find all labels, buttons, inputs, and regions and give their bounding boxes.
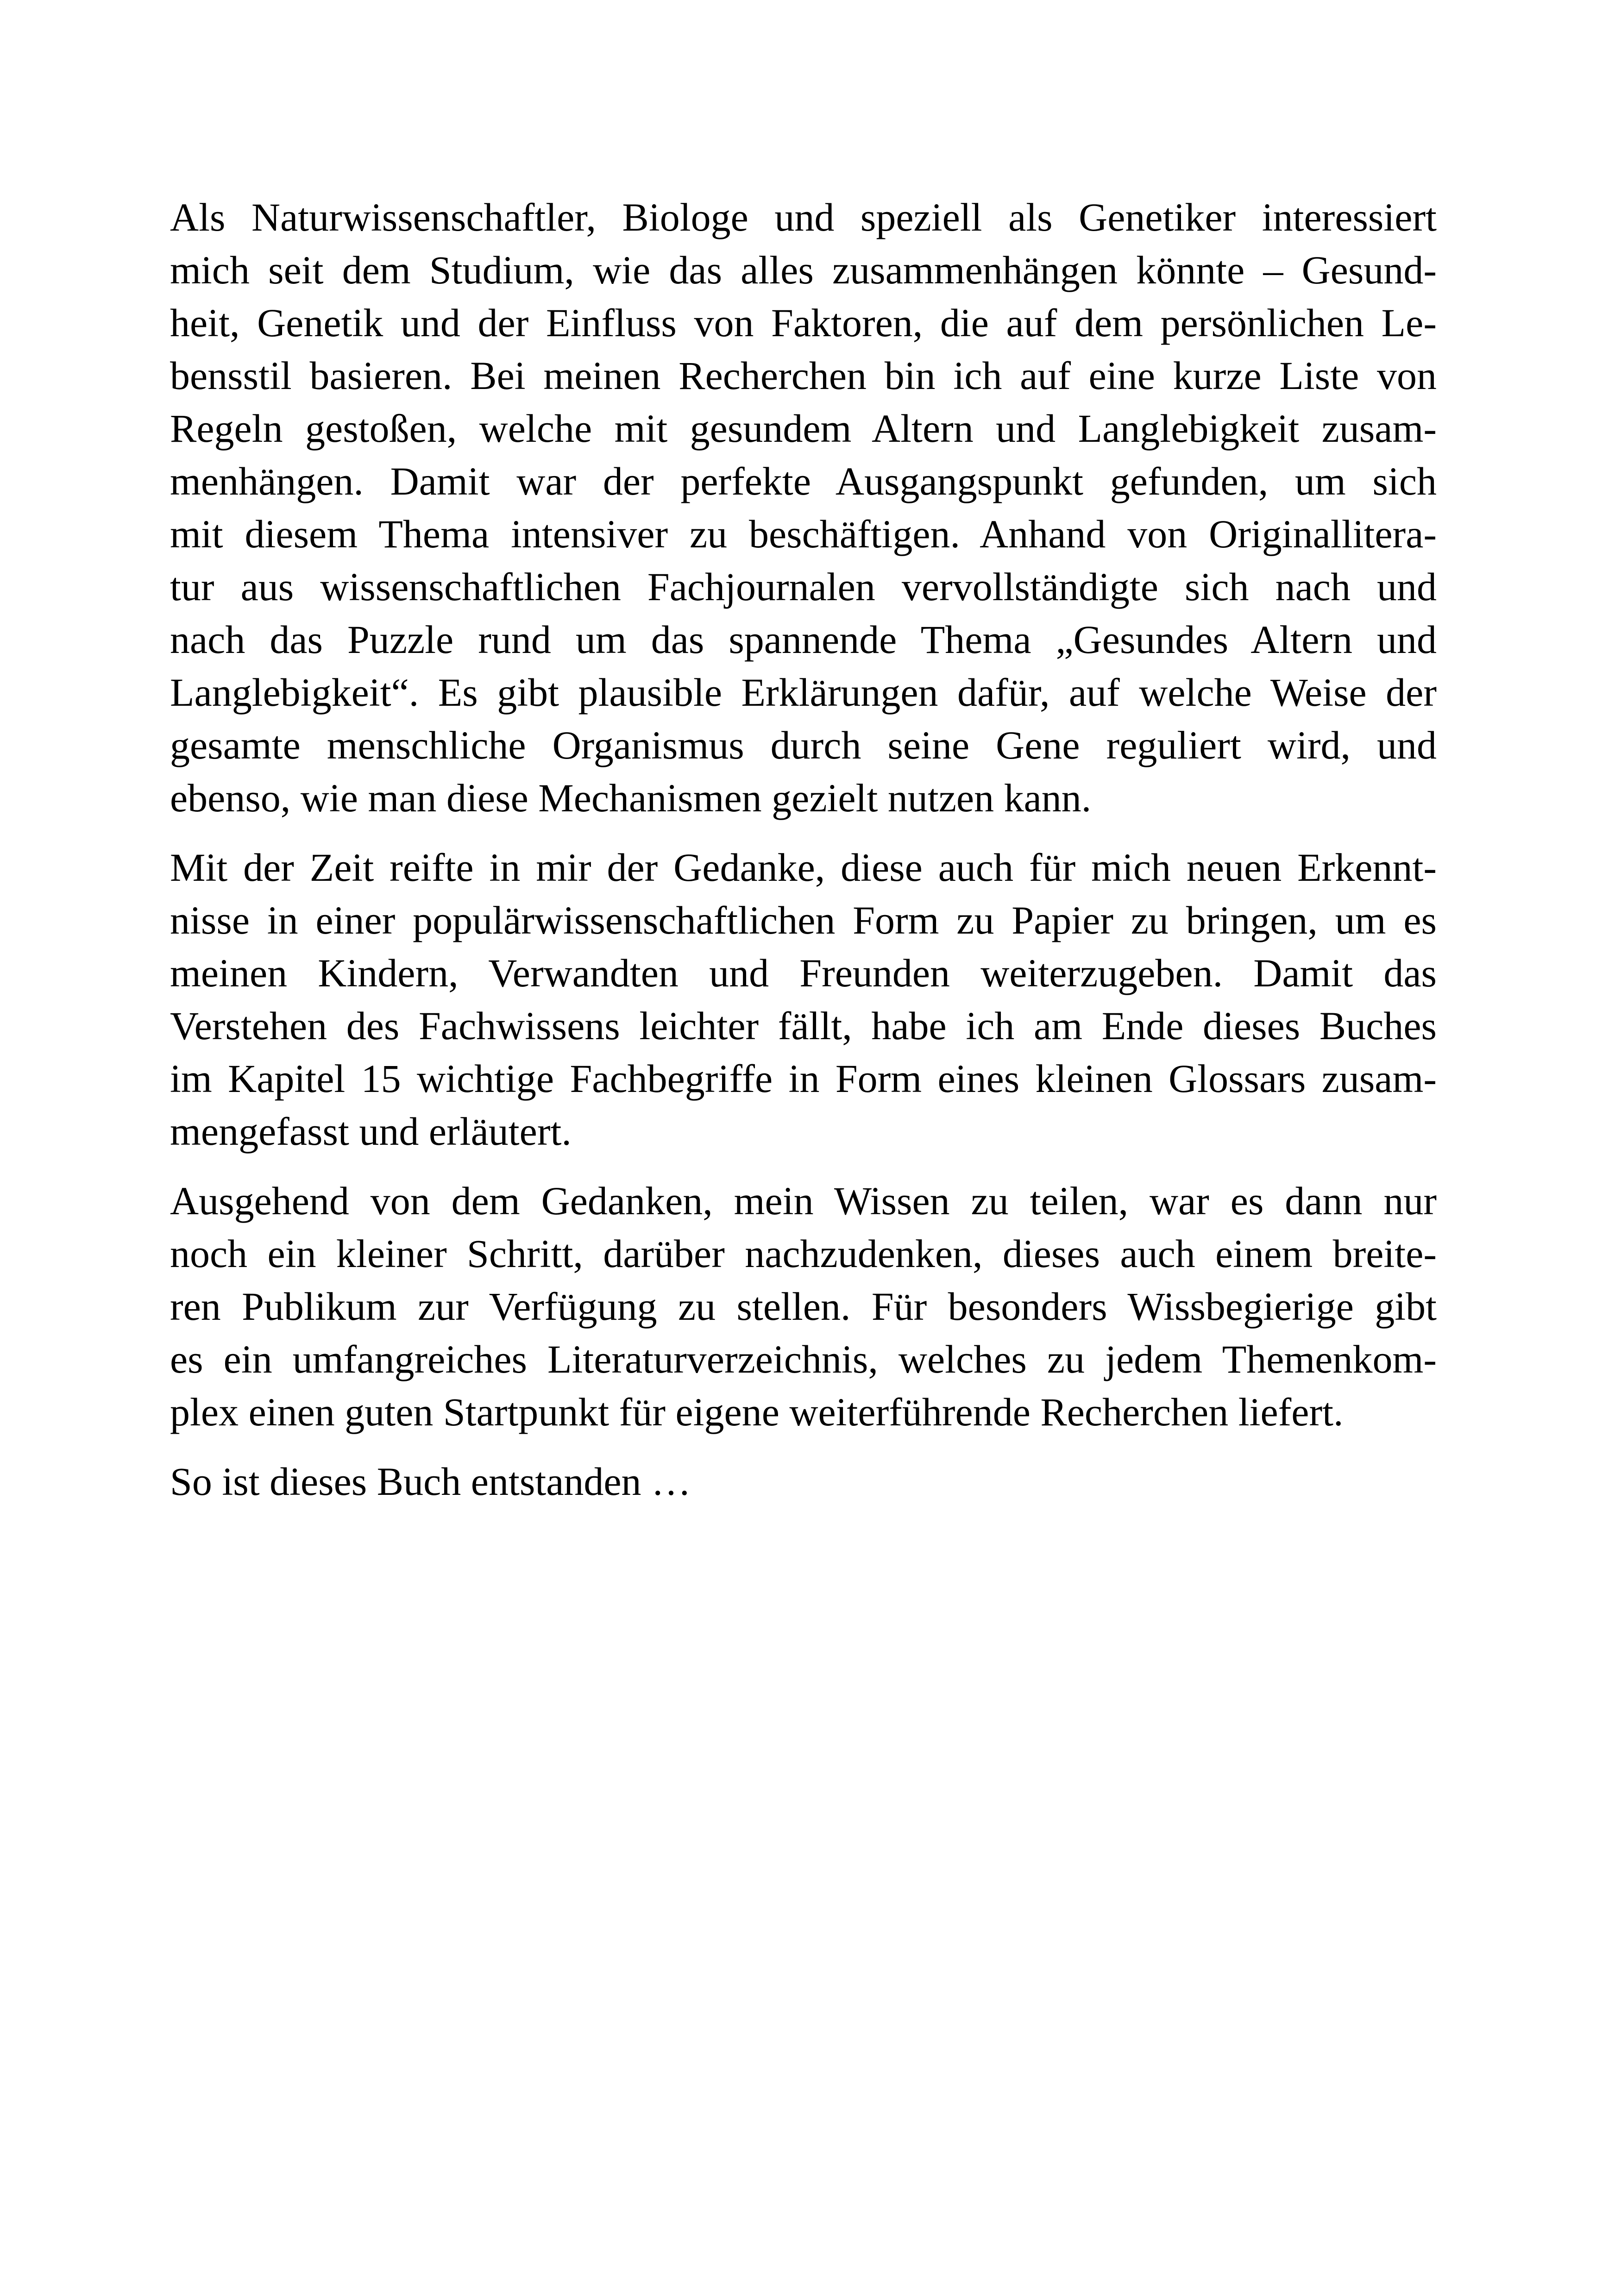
paragraph <box>170 1455 1437 1508</box>
text-line: noch ein kleiner Schritt, darüber nachzudenken, dieses auch einem breite- <box>170 1231 1437 1276</box>
text-line: Langlebigkeit“. Es gibt plausible Erklärungen dafür, auf welche Weise der <box>170 670 1437 715</box>
text-line: Mit der Zeit reifte in mir der Gedanke, diese auch für mich neuen Erkennt- <box>170 845 1437 890</box>
text-line: tur aus wissenschaftlichen Fachjournalen vervollständigte sich nach und <box>170 565 1437 609</box>
text-line: plex einen guten Startpunkt für eigene weiterführende Recherchen liefert. <box>170 1390 1344 1434</box>
text-line: Regeln gestoßen, welche mit gesundem Altern und Langlebigkeit zusam- <box>170 406 1437 451</box>
text-line: mit diesem Thema intensiver zu beschäftigen. Anhand von Originallitera- <box>170 512 1437 556</box>
paragraph <box>170 1174 1437 1438</box>
text-line: So ist dieses Buch entstanden … <box>170 1459 691 1504</box>
text-line: im Kapitel 15 wichtige Fachbegriffe in Form eines kleinen Glossars zusam- <box>170 1056 1437 1101</box>
text-block <box>170 191 1437 1524</box>
text-line: Verstehen des Fachwissens leichter fällt, habe ich am Ende dieses Buches <box>170 1004 1437 1048</box>
text-line: gesamte menschliche Organismus durch seine Gene reguliert wird, und <box>170 723 1437 767</box>
text-line: menhängen. Damit war der perfekte Ausgangspunkt gefunden, um sich <box>170 459 1437 503</box>
paragraph <box>170 841 1437 1158</box>
text-line: bensstil basieren. Bei meinen Recherchen bin ich auf eine kurze Liste von <box>170 353 1437 398</box>
text-line: nisse in einer populärwissenschaftlichen Form zu Papier zu bringen, um es <box>170 898 1437 942</box>
text-line: heit, Genetik und der Einfluss von Faktoren, die auf dem persönlichen Le- <box>170 301 1437 345</box>
text-line: mich seit dem Studium, wie das alles zusammenhängen könnte – Gesund- <box>170 248 1437 292</box>
paragraph <box>170 191 1437 824</box>
text-line: Ausgehend von dem Gedanken, mein Wissen zu teilen, war es dann nur <box>170 1179 1437 1223</box>
text-line: es ein umfangreiches Literaturverzeichnis, welches zu jedem Themenkom- <box>170 1337 1437 1381</box>
text-line: Als Naturwissenschaftler, Biologe und speziell als Genetiker interessiert <box>170 195 1437 239</box>
text-line: mengefasst und erläutert. <box>170 1109 572 1154</box>
text-line: nach das Puzzle rund um das spannende Thema „Gesundes Altern und <box>170 617 1437 662</box>
text-line: ren Publikum zur Verfügung zu stellen. Für besonders Wissbegierige gibt <box>170 1284 1437 1329</box>
text-line: ebenso, wie man diese Mechanismen gezielt nutzen kann. <box>170 776 1092 820</box>
text-line: meinen Kindern, Verwandten und Freunden weiterzugeben. Damit das <box>170 951 1437 995</box>
